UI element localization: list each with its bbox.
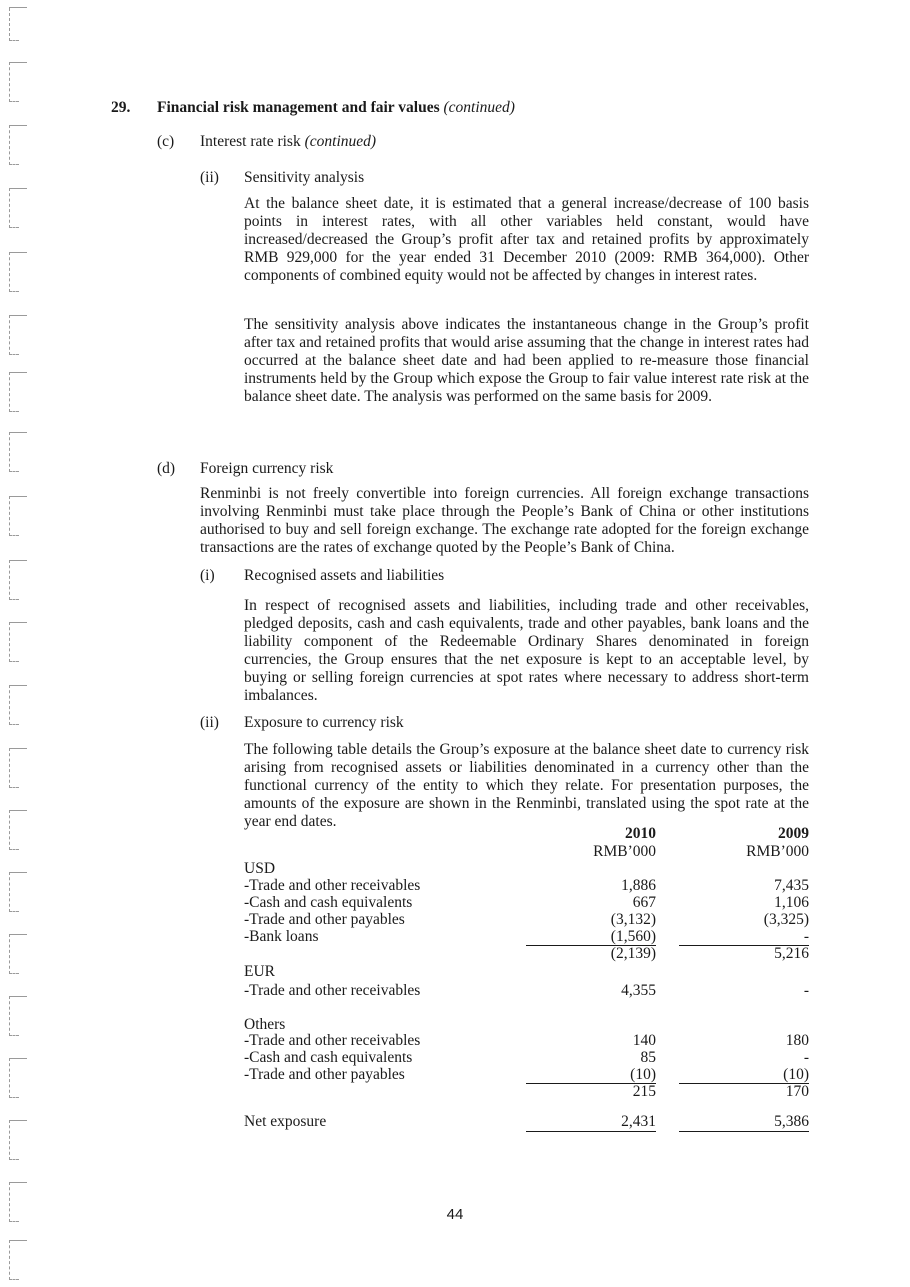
d-i-marker: (i) <box>200 567 215 584</box>
cell-2010: (1,560) <box>610 928 656 945</box>
col-header-2009: 2009 <box>778 825 809 842</box>
c-ii-paragraph-2: The sensitivity analysis above indicates the instantaneous change in the Group’s profit after tax and retained profits that would arise assuming that the change in interest rates had occurred at the balance sheet date and had been applied to re-measure those financial instruments held by the Group which expose the Group to fair value interest rate risk at the balance sheet date. The analysis was performed on the same basis for 2009. <box>244 316 809 405</box>
row-label: -Trade and other receivables <box>244 982 421 999</box>
section-continued: (continued) <box>443 99 515 116</box>
total-rule <box>679 1131 809 1132</box>
net-exposure-2010: 2,431 <box>621 1113 656 1130</box>
row-label: -Trade and other payables <box>244 911 405 928</box>
others-subtotal-2010: 215 <box>632 1083 656 1100</box>
row-label: -Trade and other receivables <box>244 1032 421 1049</box>
section-number: 29. <box>111 99 131 116</box>
group-heading-others: Others <box>244 1016 286 1033</box>
cell-2009: 7,435 <box>774 877 809 894</box>
section-heading <box>157 99 515 117</box>
col-unit-2010: RMB’000 <box>593 843 656 860</box>
cell-2010: 4,355 <box>621 982 656 999</box>
row-label: -Bank loans <box>244 928 319 945</box>
subsection-d-title: Foreign currency risk <box>200 460 334 477</box>
col-header-2010: 2010 <box>625 825 656 842</box>
subsection-c-marker: (c) <box>157 133 175 150</box>
usd-subtotal-2009: 5,216 <box>774 945 809 962</box>
cell-2009: 180 <box>785 1032 809 1049</box>
d-ii-marker: (ii) <box>200 714 219 731</box>
cell-2010: (10) <box>630 1066 656 1083</box>
cell-2009: 1,106 <box>774 894 809 911</box>
subsection-c-heading <box>200 133 376 151</box>
usd-subtotal-2010: (2,139) <box>610 945 656 962</box>
cell-2010: 1,886 <box>621 877 656 894</box>
cell-2009: - <box>803 982 809 999</box>
group-heading-eur: EUR <box>244 963 275 980</box>
row-label: -Cash and cash equivalents <box>244 894 413 911</box>
row-label: -Trade and other payables <box>244 1066 405 1083</box>
cell-2010: 140 <box>632 1032 656 1049</box>
others-subtotal-2009: 170 <box>785 1083 809 1100</box>
d-paragraph: Renminbi is not freely convertible into foreign currencies. All foreign exchange transactions involving Renminbi must take place through the People’s Bank of China or other institutions authorised to buy and sell foreign exchange. The exchange rate adopted for the foreign exchange transactions are the rates of exchange quoted by the People’s Bank of China. <box>200 485 809 556</box>
c-ii-title: Sensitivity analysis <box>244 169 365 186</box>
page-number: 44 <box>446 1206 464 1223</box>
c-ii-paragraph-1: At the balance sheet date, it is estimated that a general increase/decrease of 100 basis points in interest rates, with all other variables held constant, would have increased/decreased the Group’s profit after tax and retained profits by approximately RMB 929,000 for the year ended 31 December 2010 (2009: RMB 364,000). Other components of combined equity would not be affected by changes in interest rates. <box>244 195 809 284</box>
subsection-c-title: Interest rate risk <box>200 133 301 150</box>
d-ii-title: Exposure to currency risk <box>244 714 404 731</box>
subsection-d-marker: (d) <box>157 460 176 477</box>
d-i-title: Recognised assets and liabilities <box>244 567 445 584</box>
group-heading-usd: USD <box>244 860 276 877</box>
net-exposure-label: Net exposure <box>244 1113 327 1130</box>
d-i-paragraph: In respect of recognised assets and liabilities, including trade and other receivables, pledged deposits, cash and cash equivalents, trade and other payables, bank loans and the liability component of the Redeemable Ordinary Shares denominated in foreign currencies, the Group ensures that the net exposure is kept to an acceptable level, by buying or selling foreign currencies at spot rates where necessary to address short-term imbalances. <box>244 597 809 704</box>
row-label: -Trade and other receivables <box>244 877 421 894</box>
d-ii-paragraph: The following table details the Group’s exposure at the balance sheet date to currency risk arising from recognised assets or liabilities denominated in a currency other than the functional currency of the entity to which they relate. For presentation purposes, the amounts of the exposure are shown in the Renminbi, translated using the spot rate at the year end dates. <box>244 741 809 830</box>
col-unit-2009: RMB’000 <box>746 843 809 860</box>
subsection-c-continued: (continued) <box>304 133 377 150</box>
net-exposure-2009: 5,386 <box>774 1113 809 1130</box>
cell-2009: - <box>803 928 809 945</box>
total-rule <box>526 1131 656 1132</box>
cell-2009: (10) <box>783 1066 809 1083</box>
row-label: -Cash and cash equivalents <box>244 1049 413 1066</box>
cell-2010: 667 <box>632 894 656 911</box>
cell-2010: 85 <box>640 1049 656 1066</box>
cell-2010: (3,132) <box>610 911 656 928</box>
cell-2009: (3,325) <box>763 911 809 928</box>
cell-2009: - <box>803 1049 809 1066</box>
c-ii-marker: (ii) <box>200 169 219 186</box>
section-title: Financial risk management and fair values <box>157 99 440 116</box>
